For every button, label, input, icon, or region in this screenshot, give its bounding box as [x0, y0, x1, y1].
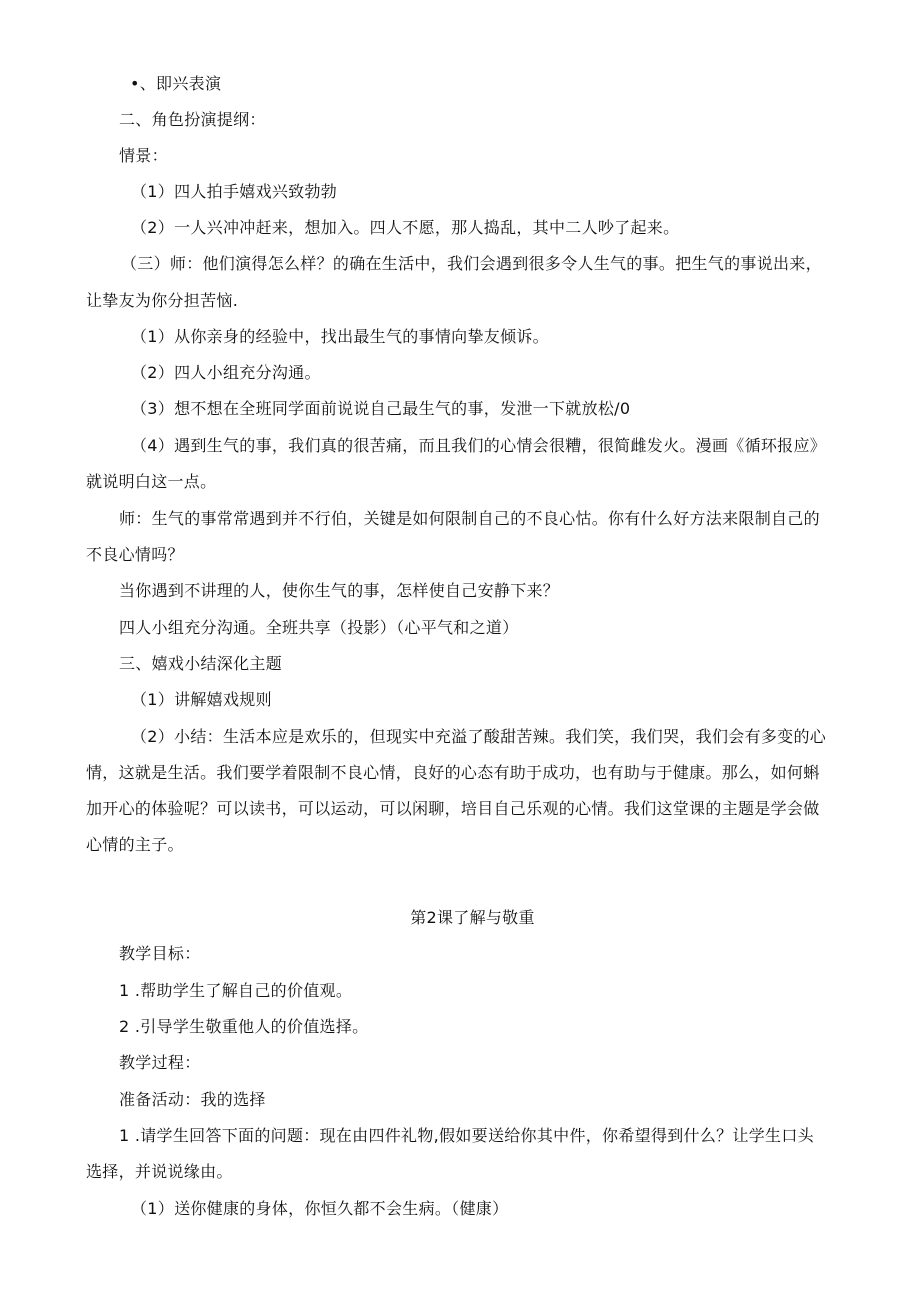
text-line: 情景： [119, 146, 168, 165]
text-line: 教学目标： [119, 944, 201, 963]
list-item: （1）从你亲身的经验中，找出最生气的事情向挚友倾诉。 [131, 327, 549, 346]
paragraph-line: 加开心的体验呢？可以读书，可以运动，可以闲聊，培目自己乐观的心情。我们这堂课的主题是学会做 [86, 799, 820, 818]
paragraph-line: 当你遇到不讲理的人，使你生气的事，怎样使自己安静下来？ [119, 581, 560, 600]
list-item: （1）讲解嬉戏规则 [131, 690, 272, 709]
list-item: （3）想不想在全班同学面前说说自己最生气的事，发泄一下就放松/0 [131, 399, 631, 418]
paragraph-line: 1 .请学生回答下面的问题：现在由四件礼物,假如要送给你其中件，你希望得到什么？让学生口头 [119, 1126, 814, 1145]
list-item: （2）小结：生活本应是欢乐的，但现实中充溢了酸甜苦辣。我们笑，我们哭，我们会有多变的心 [131, 727, 827, 746]
paragraph-line: 师：生气的事常常遇到并不行伯，关键是如何限制自己的不良心怙。你有什么好方法来限制自己的 [119, 509, 820, 528]
paragraph-line: 选择，并说说缘由。 [86, 1162, 233, 1181]
list-item: （2）一人兴冲冲赶来，想加入。四人不愿，那人捣乱，其中二人吵了起来。 [131, 218, 680, 237]
list-item: （4）遇到生气的事，我们真的很苦痛，而且我们的心情会很糟，很简雌发火。漫画《循环报应》 [131, 436, 827, 455]
list-item: （2）四人小组充分沟通。 [131, 363, 321, 382]
paragraph-line: 不良心情吗？ [86, 545, 184, 564]
paragraph-line: 四人小组充分沟通。全班共享（投影）（心平气和之道） [119, 618, 519, 637]
text-line: 准备活动：我的选择 [119, 1090, 266, 1109]
text-line: •、即兴表演 [130, 74, 222, 93]
list-item: 1 .帮助学生了解自己的价值观。 [119, 981, 353, 1000]
lesson-title: 第2课了解与敬重 [410, 908, 535, 927]
list-item: （1）四人拍手嬉戏兴致勃勃 [131, 182, 338, 201]
list-item: （1）送你健康的身体，你恒久都不会生病。（健康） [131, 1199, 509, 1218]
text-line: 教学过程： [119, 1053, 201, 1072]
paragraph-line: 情，这就是生活。我们要学着限制不良心情，良好的心态有助于成功，也有助与于健康。那么，如何蝌 [86, 763, 820, 782]
paragraph-line: 让挚友为你分担苦恼. [86, 291, 239, 310]
paragraph-line: 心情的主子。 [86, 835, 184, 854]
paragraph-line: （三）师：他们演得怎么样？的确在生活中，我们会遇到很多令人生气的事。把生气的事说出来， [121, 254, 822, 273]
list-item: 2 .引导学生敬重他人的价值选择。 [119, 1017, 369, 1036]
section-heading: 二、角色扮演提纲： [119, 110, 266, 129]
section-heading: 三、嬉戏小结深化主题 [119, 654, 283, 673]
paragraph-line: 就说明白这一点。 [86, 472, 217, 491]
